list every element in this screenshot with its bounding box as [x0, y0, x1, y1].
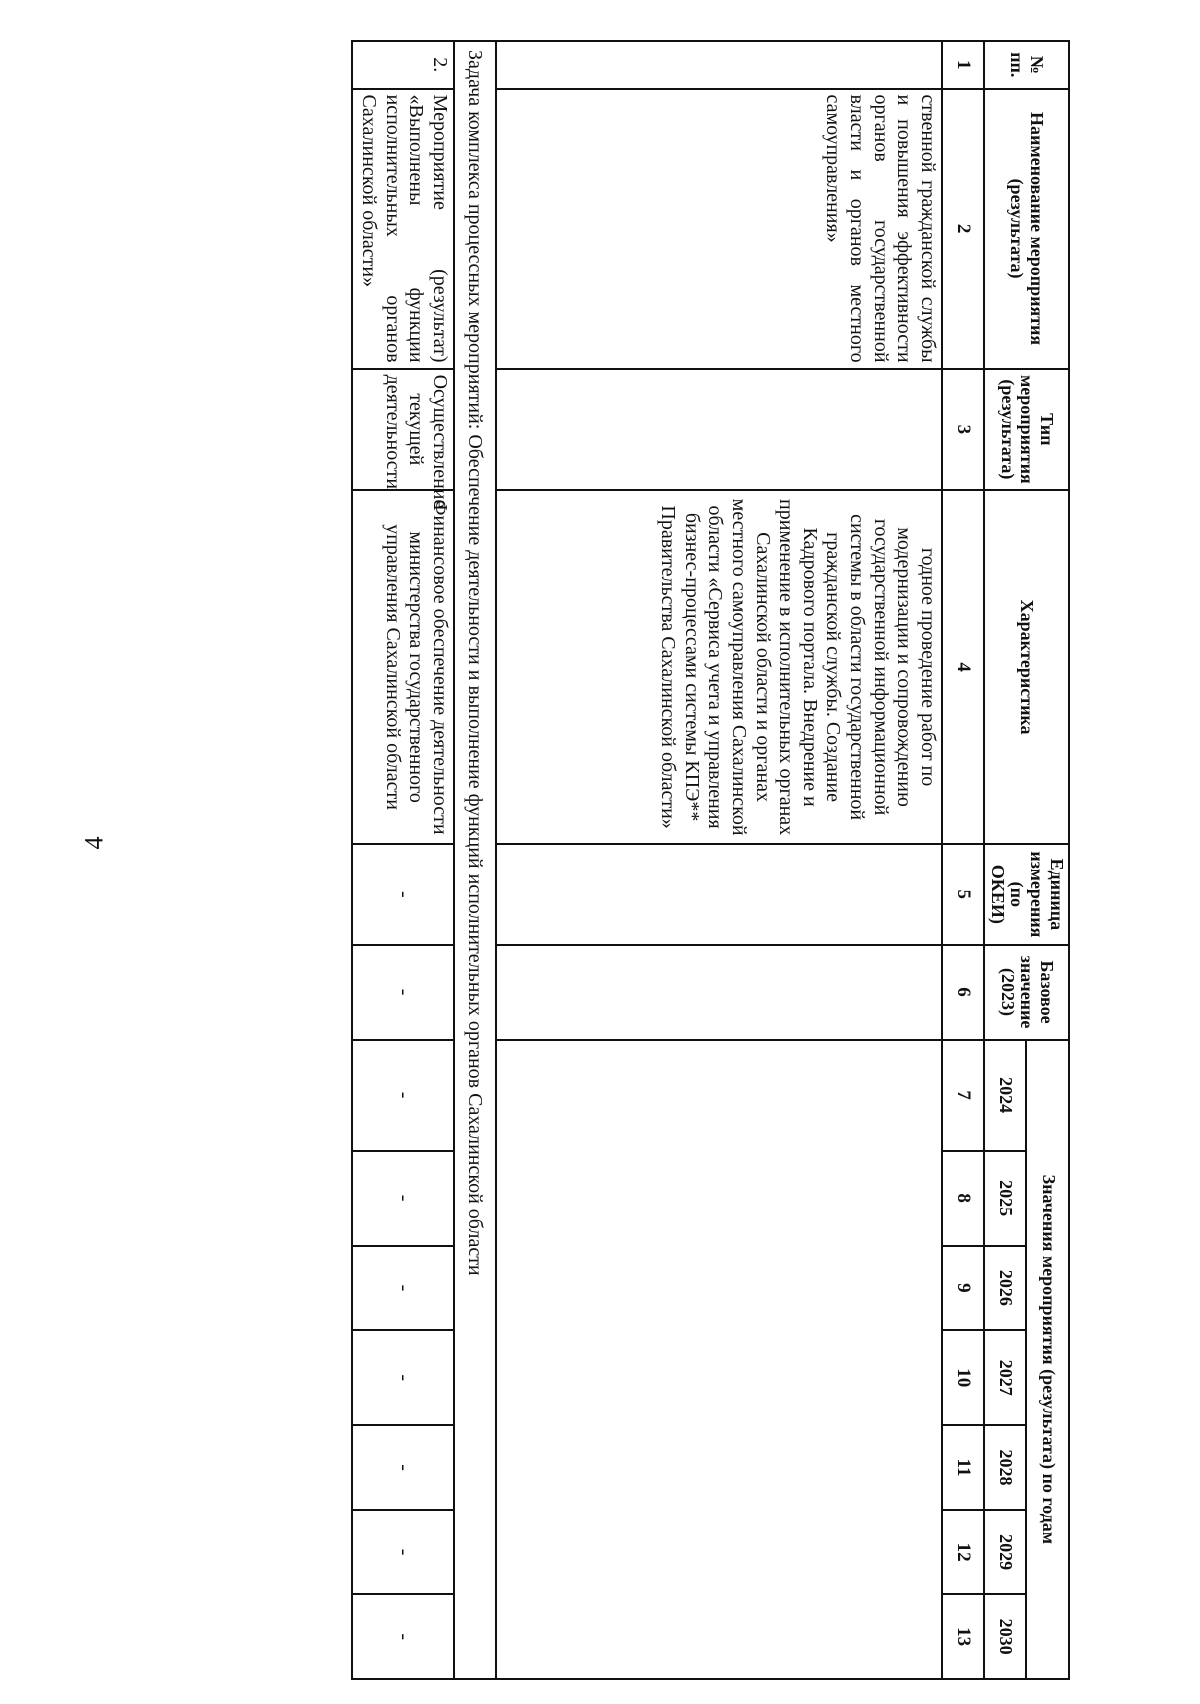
header-year: 2026 — [984, 1246, 1027, 1331]
row1-type — [496, 369, 942, 491]
row2-value: - — [352, 1425, 454, 1510]
row2-name: Мероприятие (результат) «Выполнены функции исполнительных органов Сахалинской области» — [352, 89, 454, 369]
column-number: 12 — [942, 1510, 984, 1595]
header-year: 2028 — [984, 1425, 1027, 1510]
row1-num — [496, 41, 942, 89]
row1-base — [496, 945, 942, 1040]
row2-base: - — [352, 945, 454, 1040]
header-name: Наименование мероприятия (результата) — [984, 89, 1069, 369]
column-number: 10 — [942, 1330, 984, 1425]
task-text: Задача комплекса процессных мероприятий: Обеспечение деятельности и выполнение функций исполнительных органов Сахалинской области — [454, 41, 496, 1679]
row2-value: - — [352, 1594, 454, 1679]
column-number: 4 — [942, 490, 984, 844]
header-row — [1026, 41, 1069, 1679]
header-year: 2027 — [984, 1330, 1027, 1425]
row2-unit: - — [352, 844, 454, 944]
row1-characteristic: годное проведение работ по модернизации и сопровождению государственной информационной системы в области государственной гражданской службы. Создание Кадрового портала. Внедрение и применение в исполнительных органах Сахалинской области и органах местного самоуправления Сахалинской области «Сервиса учета и управления бизнес-процессами системы КПЭ** Правительства Сахалинской области» — [496, 490, 942, 844]
events-table — [351, 40, 1070, 1680]
header-characteristic: Характеристика — [984, 490, 1069, 844]
table-row — [352, 41, 454, 1679]
row1-name: ственной гражданской службы и повышения эффективности органов государственной власти и органов местного самоуправления» — [496, 89, 942, 369]
column-number: 7 — [942, 1040, 984, 1151]
table-row — [496, 41, 942, 1679]
column-number: 5 — [942, 844, 984, 944]
header-values-by-year: Значения мероприятия (результата) по годам — [1026, 1040, 1069, 1679]
row2-characteristic: Финансовое обеспечение деятельности министерства государственного управления Сахалинской области — [352, 490, 454, 844]
header-year: 2029 — [984, 1510, 1027, 1595]
row2-value: - — [352, 1510, 454, 1595]
column-number: 13 — [942, 1594, 984, 1679]
column-number: 3 — [942, 369, 984, 491]
header-year: 2030 — [984, 1594, 1027, 1679]
page-number: 4 — [79, 836, 109, 850]
column-number: 1 — [942, 41, 984, 89]
row2-num: 2. — [352, 41, 454, 89]
row1-values — [496, 1040, 942, 1679]
column-number: 6 — [942, 945, 984, 1040]
row2-value: - — [352, 1330, 454, 1425]
column-number: 2 — [942, 89, 984, 369]
header-type: Тип мероприятия (результата) — [984, 369, 1069, 491]
header-year: 2025 — [984, 1151, 1027, 1246]
header-year: 2024 — [984, 1040, 1027, 1151]
header-base: Базовое значение (2023) — [984, 945, 1069, 1040]
column-number: 9 — [942, 1246, 984, 1331]
header-unit: Единица измерения (по ОКЕИ) — [984, 844, 1069, 944]
row2-value: - — [352, 1040, 454, 1151]
column-number: 8 — [942, 1151, 984, 1246]
header-num: № пп. — [984, 41, 1069, 89]
row2-type: Осуществление текущей деятельности — [352, 369, 454, 491]
row2-value: - — [352, 1246, 454, 1331]
task-row — [454, 41, 496, 1679]
row2-value: - — [352, 1151, 454, 1246]
rotated-table-container — [150, 40, 1070, 1680]
row1-unit — [496, 844, 942, 944]
column-number: 11 — [942, 1425, 984, 1510]
column-numbers-row — [942, 41, 984, 1679]
